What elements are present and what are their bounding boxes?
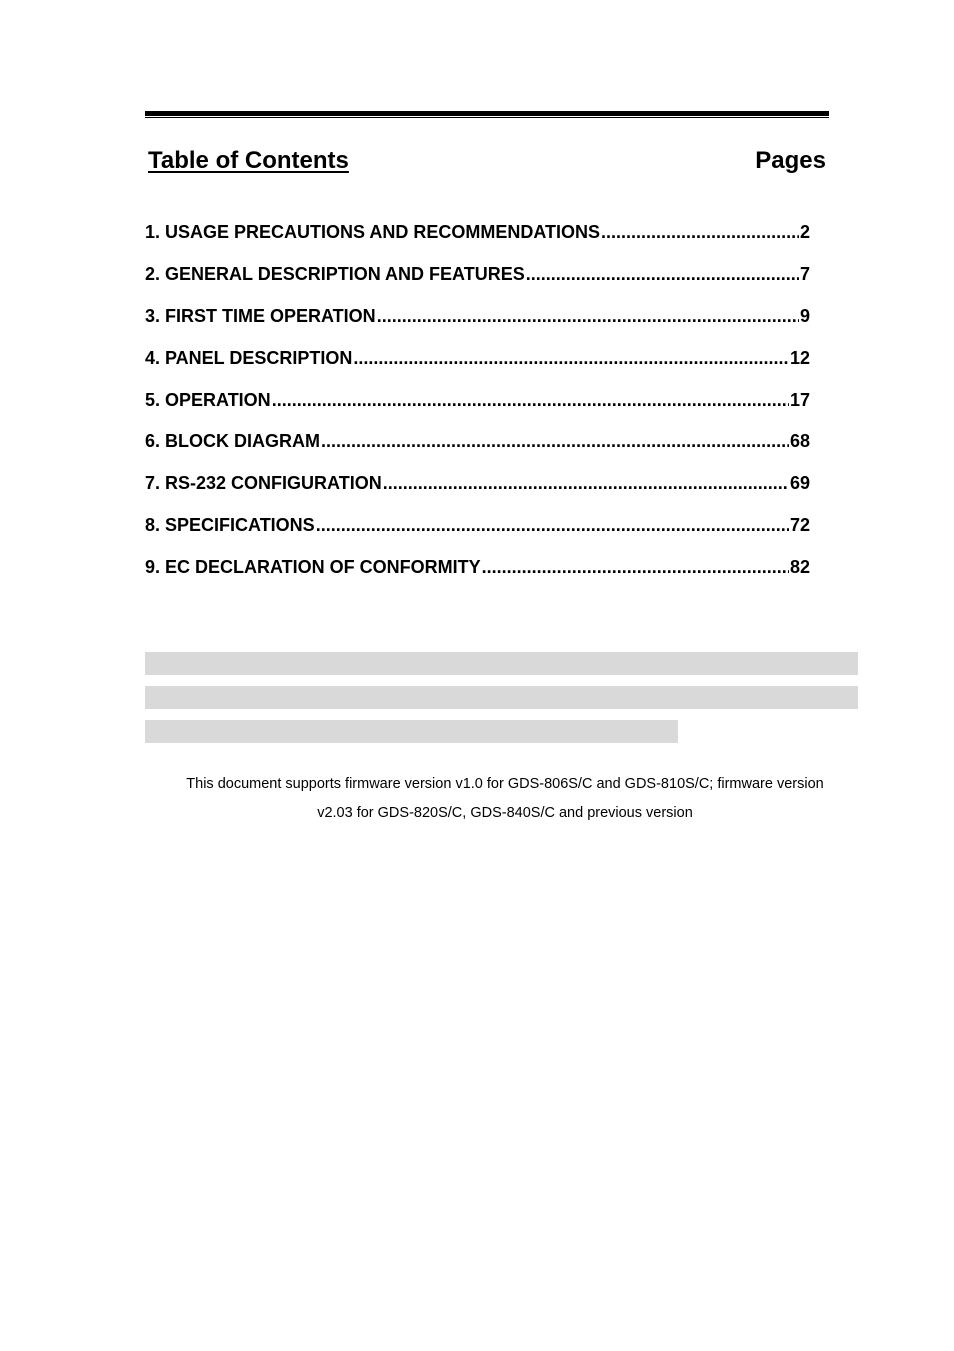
- dot-leader: [321, 430, 789, 452]
- toc-entry-title: 5. OPERATION: [145, 389, 271, 410]
- toc-entry-2[interactable]: [145, 263, 810, 305]
- redacted-block: [145, 686, 858, 709]
- toc-entry-4[interactable]: [145, 347, 810, 389]
- dot-leader: [353, 347, 789, 369]
- toc-entry-7[interactable]: [145, 472, 810, 514]
- toc-entry-page: 2: [799, 222, 810, 242]
- dot-leader: [601, 221, 799, 243]
- firmware-note: [145, 770, 865, 828]
- toc-entry-1[interactable]: [145, 221, 810, 263]
- toc-entry-6[interactable]: [145, 430, 810, 472]
- toc-entry-title: 4. PANEL DESCRIPTION: [145, 347, 353, 368]
- toc-entry-5[interactable]: [145, 389, 810, 431]
- toc-entry-8[interactable]: [145, 514, 810, 556]
- toc-entry-9[interactable]: [145, 556, 810, 598]
- dot-leader: [482, 556, 789, 578]
- toc-entry-title: 1. USAGE PRECAUTIONS AND RECOMMENDATIONS: [145, 222, 601, 242]
- toc-entry-title: 9. EC DECLARATION OF CONFORMITY: [145, 557, 481, 578]
- redacted-block: [145, 720, 678, 743]
- toc-entry-page: 7: [799, 263, 810, 284]
- toc-entry-3[interactable]: [145, 305, 810, 347]
- pages-heading: Pages: [755, 147, 826, 174]
- toc-entry-title: 7. RS-232 CONFIGURATION: [145, 473, 382, 494]
- dot-leader: [316, 514, 789, 536]
- dot-leader: [272, 389, 789, 411]
- toc-entry-title: 6. BLOCK DIAGRAM: [145, 431, 320, 452]
- firmware-note-line-2: v2.03 for GDS-820S/C, GDS-840S/C and previous version: [317, 805, 693, 821]
- dot-leader: [526, 263, 799, 285]
- toc-entry-page: 68: [789, 431, 810, 452]
- dot-leader: [377, 305, 799, 327]
- toc-entry-title: 2. GENERAL DESCRIPTION AND FEATURES: [145, 263, 525, 284]
- toc-heading: Table of Contents: [148, 147, 349, 174]
- toc-entry-page: 17: [789, 389, 810, 410]
- toc-entry-page: 72: [789, 515, 810, 536]
- toc-entry-title: 8. SPECIFICATIONS: [145, 515, 315, 536]
- toc-entry-title: 3. FIRST TIME OPERATION: [145, 305, 376, 326]
- toc-list: [145, 221, 810, 598]
- header-rule: [145, 111, 829, 118]
- toc-entry-page: 9: [799, 305, 810, 326]
- dot-leader: [383, 472, 789, 494]
- toc-entry-page: 12: [789, 347, 810, 368]
- toc-entry-page: 69: [789, 473, 810, 494]
- toc-entry-page: 82: [789, 557, 810, 578]
- firmware-note-line-1: This document supports firmware version v1.0 for GDS-806S/C and GDS-810S/C; firmware version: [186, 776, 824, 792]
- redacted-block: [145, 652, 858, 675]
